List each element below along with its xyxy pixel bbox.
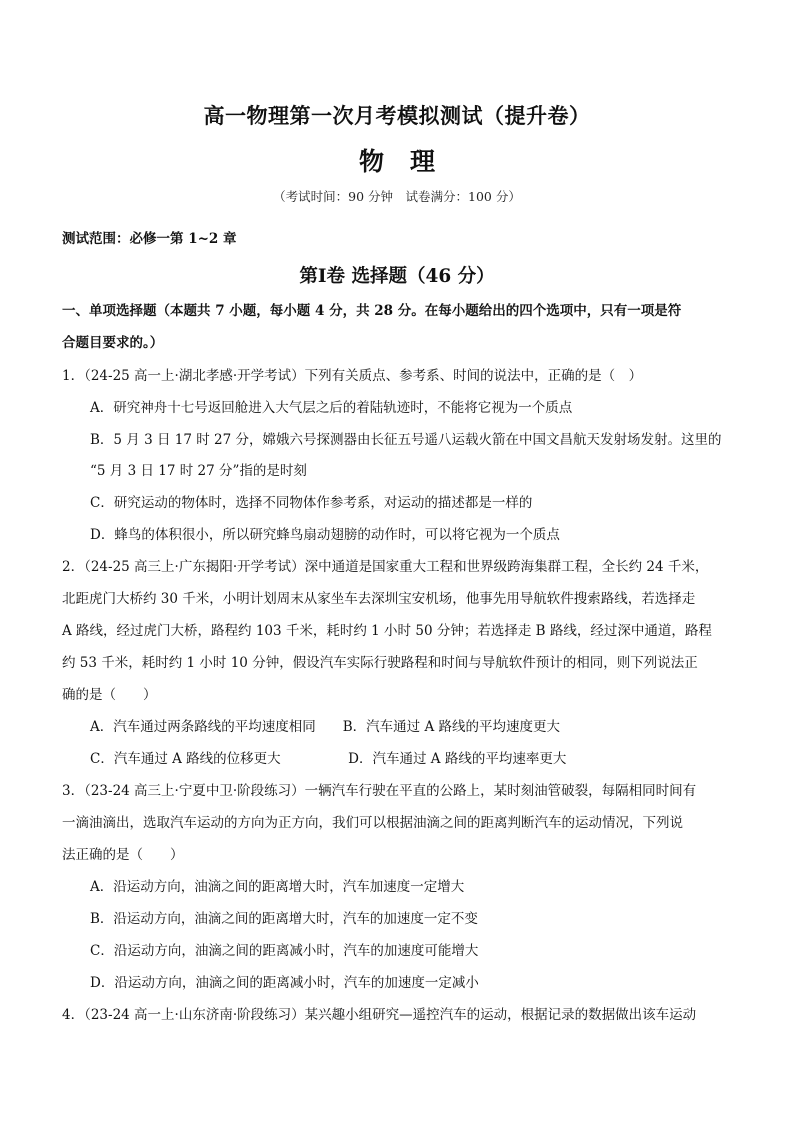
options-c-d: C．汽车通过 A 路线的位移更大 D．汽车通过 A 路线的平均速率更大 — [90, 751, 567, 767]
option-a: A．研究神舟十七号返回舱进入大气层之后的着陆轨迹时，不能将它视为一个质点 — [90, 400, 573, 416]
option-a: A．沿运动方向，油滴之间的距离增大时，汽车加速度一定增大 — [90, 879, 465, 895]
exam-title: 高一物理第一次月考模拟测试（提升卷） — [203, 103, 591, 128]
option-b: B．沿运动方向，油滴之间的距离增大时，汽车的加速度一定不变 — [90, 911, 478, 927]
option-d: D．蜂鸟的体积很小，所以研究蜂鸟扇动翅膀的动作时，可以将它视为一个质点 — [90, 527, 560, 543]
question-stem: 约 53 千米，耗时约 1 小时 10 分钟，假设汽车实际行驶路程和时间与导航软件预计的相同，则下列说法正 — [62, 655, 698, 671]
question-stem: 1．（24-25 高一上·湖北孝感·开学考试）下列有关质点、参考系、时间的说法中，正确的是（ ） — [62, 368, 643, 384]
option-b: B．5 月 3 日 17 时 27 分，嫦娥六号探测器由长征五号遥八运载火箭在中国文昌航天发射场发射。这里的 — [90, 432, 722, 448]
question-stem: 一滴油滴出，选取汽车运动的方向为正方向，我们可以根据油滴之间的距离判断汽车的运动情况，下列说 — [62, 815, 683, 831]
question-stem: 3．（23-24 高三上·宁夏中卫·阶段练习）一辆汽车行驶在平直的公路上，某时刻油管破裂，每隔相同时间有 — [62, 783, 697, 799]
option-c: C．研究运动的物体时，选择不同物体作参考系，对运动的描述都是一样的 — [90, 495, 533, 511]
exam-time-and-score: （考试时间：90 分钟 试卷满分：100 分） — [273, 189, 521, 204]
option-d: D．沿运动方向，油滴之间的距离减小时，汽车的加速度一定减小 — [90, 975, 479, 991]
question-stem: 4．（23-24 高一上·山东济南·阶段练习）某兴趣小组研究—遥控汽车的运动，根据记录的数据做出该车运动 — [62, 1007, 697, 1023]
question-stem: 法正确的是（ ） — [62, 847, 184, 863]
section-instruction: 合题目要求的。） — [62, 335, 164, 351]
section-instruction: 一、单项选择题（本题共 7 小题，每小题 4 分，共 28 分。在每小题给出的四个选项中，只有一项是符 — [62, 303, 682, 319]
subject-heading: 物理 — [358, 147, 461, 176]
question-stem: 2．（24-25 高三上·广东揭阳·开学考试）深中通道是国家重大工程和世界级跨海集群工程，全长约 24 千米， — [62, 559, 709, 575]
question-stem: A 路线，经过虎门大桥，路程约 103 千米，耗时约 1 小时 50 分钟；若选择走 B 路线，经过深中通道，路程 — [62, 623, 712, 639]
test-scope: 测试范围：必修一第 1~2 章 — [62, 231, 237, 247]
question-stem: 北距虎门大桥约 30 千米，小明计划周末从家坐车去深圳宝安机场，他事先用导航软件搜索路线，若选择走 — [62, 591, 696, 607]
question-stem: 确的是（ ） — [62, 687, 157, 703]
options-a-b: A．汽车通过两条路线的平均速度相同 B．汽车通过 A 路线的平均速度更大 — [90, 719, 561, 735]
section-title: 第Ⅰ卷 选择题（46 分） — [299, 266, 495, 287]
option-c: C．沿运动方向，油滴之间的距离减小时，汽车的加速度可能增大 — [90, 943, 479, 959]
option-b-continued: “5 月 3 日 17 时 27 分”指的是时刻 — [90, 463, 307, 479]
